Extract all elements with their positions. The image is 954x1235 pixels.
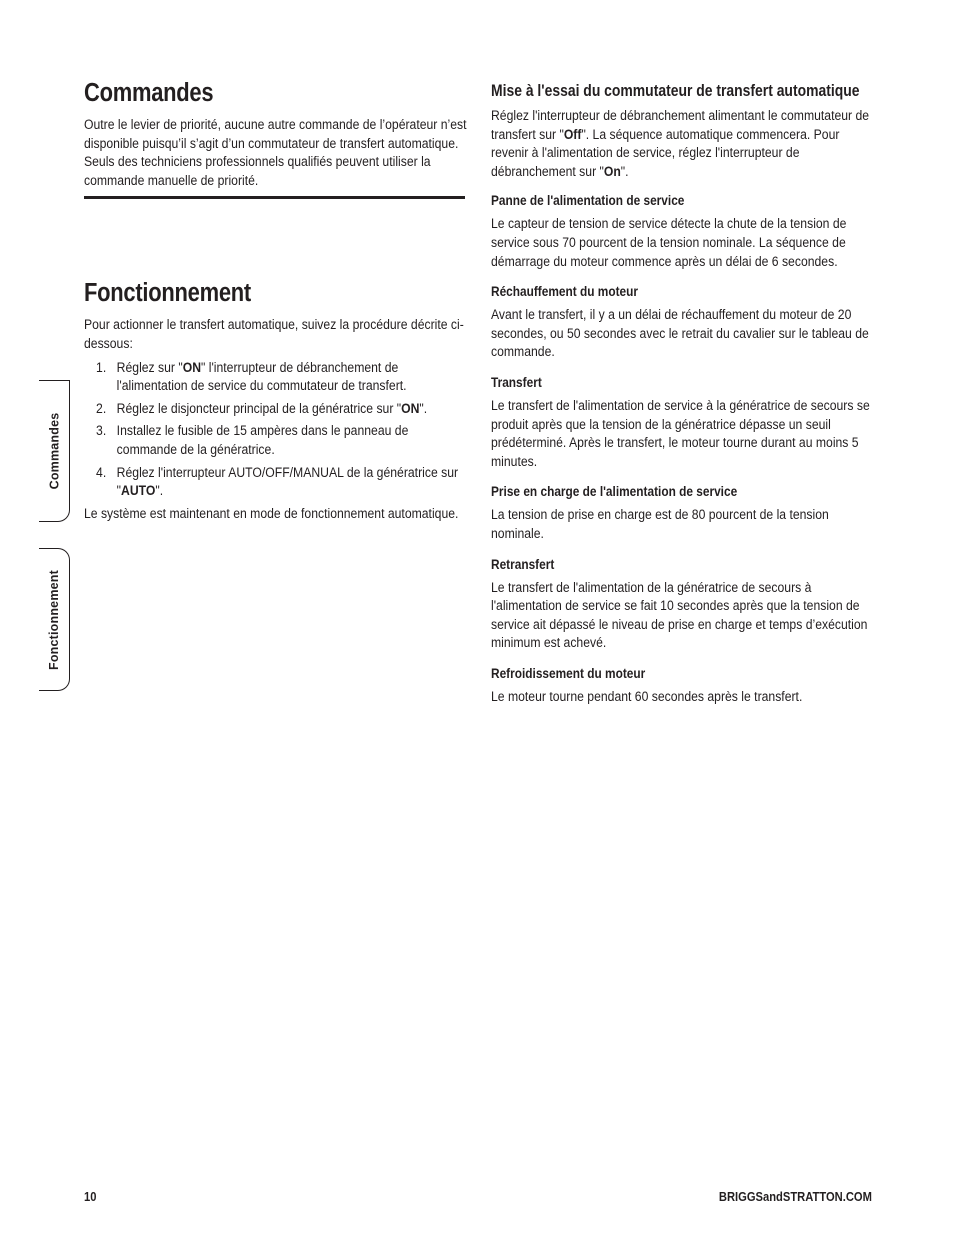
section-retransfert bbox=[491, 556, 874, 653]
section-text: Le capteur de tension de service détecte la chute de la tension de service sous 70 pourcent de la tension nominale. La séquence de démarrage du moteur commence après un délai de 6 secondes. bbox=[491, 216, 847, 270]
side-tab-fonctionnement bbox=[39, 548, 70, 691]
section-heading: Transfert bbox=[491, 374, 542, 390]
test-intro: Réglez l'interrupteur de débranchement alimentant le commutateur de transfert sur "Off". La séquence automatique commencera. Pour revenir à l'alimentation de service, réglez l'interrupteur de débranchement sur "On". bbox=[491, 108, 870, 180]
commandes-paragraph: Outre le levier de priorité, aucune autre commande de l’opérateur n’est disponible puisqu’il s’agit d’un commutateur de transfert automatique. Seuls des techniciens professionnels qualifiés peuvent utiliser la commande manuelle de priorité. bbox=[84, 117, 467, 189]
section-transfert bbox=[491, 374, 874, 471]
section-heading: Panne de l'alimentation de service bbox=[491, 193, 685, 209]
footer-website: BRIGGSandSTRATTON.COM bbox=[719, 1189, 872, 1204]
section-heading: Refroidissement du moteur bbox=[491, 665, 646, 681]
list-item: 2. Réglez le disjoncteur principal de la génératrice sur "ON". bbox=[96, 400, 428, 417]
section-divider bbox=[84, 196, 465, 199]
section-text: Avant le transfert, il y a un délai de réchauffement du moteur de 20 secondes, ou 50 secondes avec le retrait du cavalier sur le tableau de commande. bbox=[491, 307, 869, 361]
section-heading: Prise en charge de l'alimentation de service bbox=[491, 484, 738, 500]
list-item: 3. Installez le fusible de 15 ampères dans le panneau de commande de la génératrice. bbox=[96, 423, 409, 458]
section-heading: Réchauffement du moteur bbox=[491, 284, 639, 300]
procedure-steps bbox=[84, 359, 465, 505]
fonctionnement-heading: Fonctionnement bbox=[84, 279, 251, 308]
commandes-heading: Commandes bbox=[84, 79, 214, 107]
list-item: 4. Réglez l'interrupteur AUTO/OFF/MANUAL de la génératrice sur "AUTO". bbox=[96, 464, 459, 500]
test-heading: Mise à l'essai du commutateur de transfert automatique bbox=[491, 82, 860, 100]
left-column bbox=[84, 78, 465, 523]
right-column bbox=[491, 81, 874, 706]
side-tab-fonctionnement-label: Fonctionnement bbox=[47, 569, 61, 670]
section-text: Le transfert de l'alimentation de service à la génératrice de secours se produit après que la tension de la génératrice dépasse un seuil prédéterminé. Après le transfert, le moteur tourne durant au moins 5 minutes. bbox=[491, 397, 870, 470]
page-number: 10 bbox=[84, 1189, 97, 1204]
commandes-section bbox=[84, 78, 465, 199]
section-text: Le moteur tourne pendant 60 secondes après le transfert. bbox=[491, 688, 803, 705]
fonctionnement-intro: Pour actionner le transfert automatique, suivez la procédure décrite ci-dessous: bbox=[84, 317, 464, 352]
side-tab-commandes bbox=[39, 380, 70, 522]
section-rechauffement bbox=[491, 283, 874, 362]
section-text: La tension de prise en charge est de 80 pourcent de la tension nominale. bbox=[491, 507, 829, 542]
section-heading: Retransfert bbox=[491, 556, 555, 572]
list-item: 1. Réglez sur "ON" l'interrupteur de débranchement de l'alimentation de service du commutateur de transfert. bbox=[96, 359, 407, 395]
side-tab-commandes-label: Commandes bbox=[47, 412, 62, 490]
section-panne bbox=[491, 192, 874, 271]
section-refroidissement bbox=[491, 665, 874, 707]
fonctionnement-section bbox=[84, 278, 465, 523]
fonctionnement-outro: Le système est maintenant en mode de fonctionnement automatique. bbox=[84, 505, 459, 522]
section-prise-en-charge bbox=[491, 483, 874, 543]
section-text: Le transfert de l'alimentation de la génératrice de secours à l'alimentation de service se fait 10 secondes après que la tension de service ait dépassé le niveau de prise en charge et temps d’exécution minimum est achevé. bbox=[491, 579, 868, 652]
